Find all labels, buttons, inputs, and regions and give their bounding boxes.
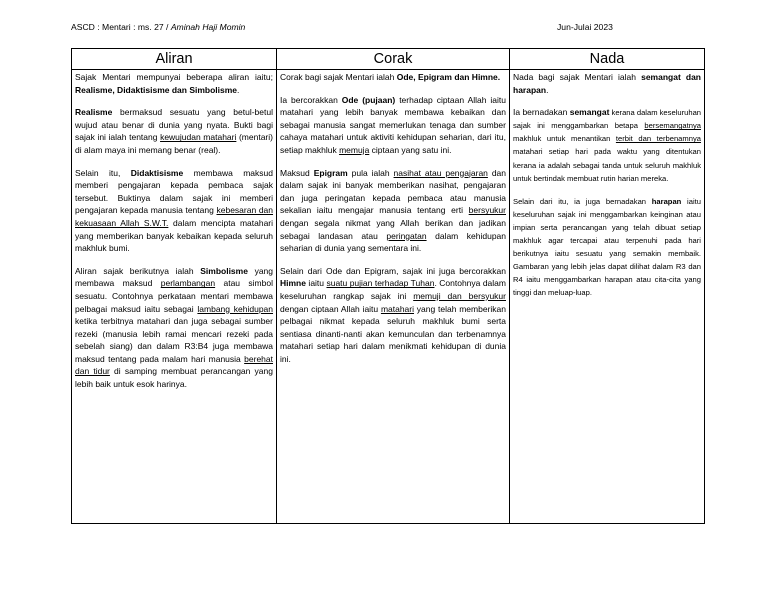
header-left: [71, 22, 245, 33]
corak-paragraph: Ia bercorakkan Ode (pujaan) terhadap ciptaan Allah iaitu matahari yang lebih banyak membawa kebaikan dan sebagai manusia sangat memerlukan tenaga dan sumber cahaya matahari untuk aktiviti kehidupan seharian, dari itu, setiap makhluk memuja ciptaan yang satu ini.: [280, 94, 506, 155]
header-source: ASCD : Mentari : ms. 27 /: [71, 22, 171, 32]
analysis-table: [71, 48, 705, 524]
header-date: Jun-Julai 2023: [557, 22, 613, 32]
column-header-corak: Corak: [277, 49, 510, 70]
nada-cell: [510, 70, 705, 524]
aliran-paragraph: Sajak Mentari mempunyai beberapa aliran iaitu; Realisme, Didaktisisme dan Simbolisme.: [75, 72, 273, 95]
header-author: Aminah Haji Momin: [170, 22, 246, 32]
aliran-paragraph: Realisme bermaksud sesuatu yang betul-betul wujud atau benar di dunia yang nyata. Bukti bagi sajak ini ialah tentang kewujudan matahari (mentari) di alam maya ini memang benar (real).: [75, 107, 273, 155]
corak-paragraph: Maksud Epigram pula ialah nasihat atau pengajaran dan dalam sajak ini banyak memberikan nasihat, pengajaran dan juga peringatan kepada pembaca atau manusia sekalian iaitu mengajar manusia tentang erti bersyukur dengan segala nikmat yang Allah berikan dan jadikan sebagai landasan atau peringatan dalam kehidupan seharian di dunia yang sementara ini.: [280, 167, 507, 254]
corak-cell: [277, 70, 510, 524]
aliran-paragraph: Aliran sajak berikutnya ialah Simbolisme yang membawa maksud perlambangan atau simbol sesuatu. Contohnya perkataan mentari membawa pelbagai maksud iaitu sebagai lambang kehidupan ketika terbitnya matahari dan juga sebagai sumber rezeki (manusia lebih ramai mencari rezeki pada sebelah siang) dan dalam R3:B4 juga membawa maksud tentang pada malam hari manusia berehat dan tidur di samping membuat perancangan yang lebih baik untuk esok harinya.: [75, 265, 274, 390]
corak-paragraph: Selain dari Ode dan Epigram, sajak ini juga bercorakkan Himne iaitu suatu pujian terhadap Tuhan. Contohnya dalam keseluruhan rangkap sajak ini memuji dan bersyukur dengan ciptaan Allah iaitu matahari yang telah memberikan pelbagai nikmat kepada seluruh makhluk bumi serta sentiasa dinanti-nanti akan kemunculan dan terbenamnya matahari setiap hari dalam menikmati kehidupan di dunia ini.: [280, 265, 506, 364]
corak-paragraph: Corak bagi sajak Mentari ialah Ode, Epigram dan Himne.: [280, 72, 501, 82]
aliran-cell: [72, 70, 277, 524]
aliran-paragraph: Selain itu, Didaktisisme membawa maksud memberi pengajaran kepada pembaca sajak tersebut. Buktinya dalam sajak ini memberi pengajaran kepada manusia tentang kebesaran dan kekuasaan Allah S.W.T. dalam mencipta matahari yang memberikan banyak kebaikan kepada seluruh makhluk bumi.: [75, 167, 274, 254]
column-header-aliran: Aliran: [72, 49, 277, 70]
nada-paragraph: Selain dari itu, ia juga bernadakan harapan iaitu keseluruhan sajak ini menggambarkan keinginan atau impian serta perancangan yang telah dibuat setiap makhluk agar tercapai atau terpenuhi pada hari berikutnya iaitu sesuatu yang semakin membaik. Gambaran yang lebih jelas dapat dilihat dalam R3 dan R4 iaitu menggambarkan harapan atau cita-cita yang tinggi dan meluap-luap.: [513, 196, 701, 298]
column-header-nada: Nada: [510, 49, 705, 70]
nada-paragraph: Ia bernadakan semangat kerana dalam keseluruhan sajak ini menggambarkan betapa bersemangatnya makhluk untuk menantikan terbit dan terbenamnya matahari setiap hari pada waktu yang ditentukan kerana ia adalah sebagai tanda untuk seluruh makhluk untuk bertindak membuat rutin harian mereka.: [513, 107, 702, 183]
nada-paragraph: Nada bagi sajak Mentari ialah semangat dan harapan.: [513, 72, 701, 95]
